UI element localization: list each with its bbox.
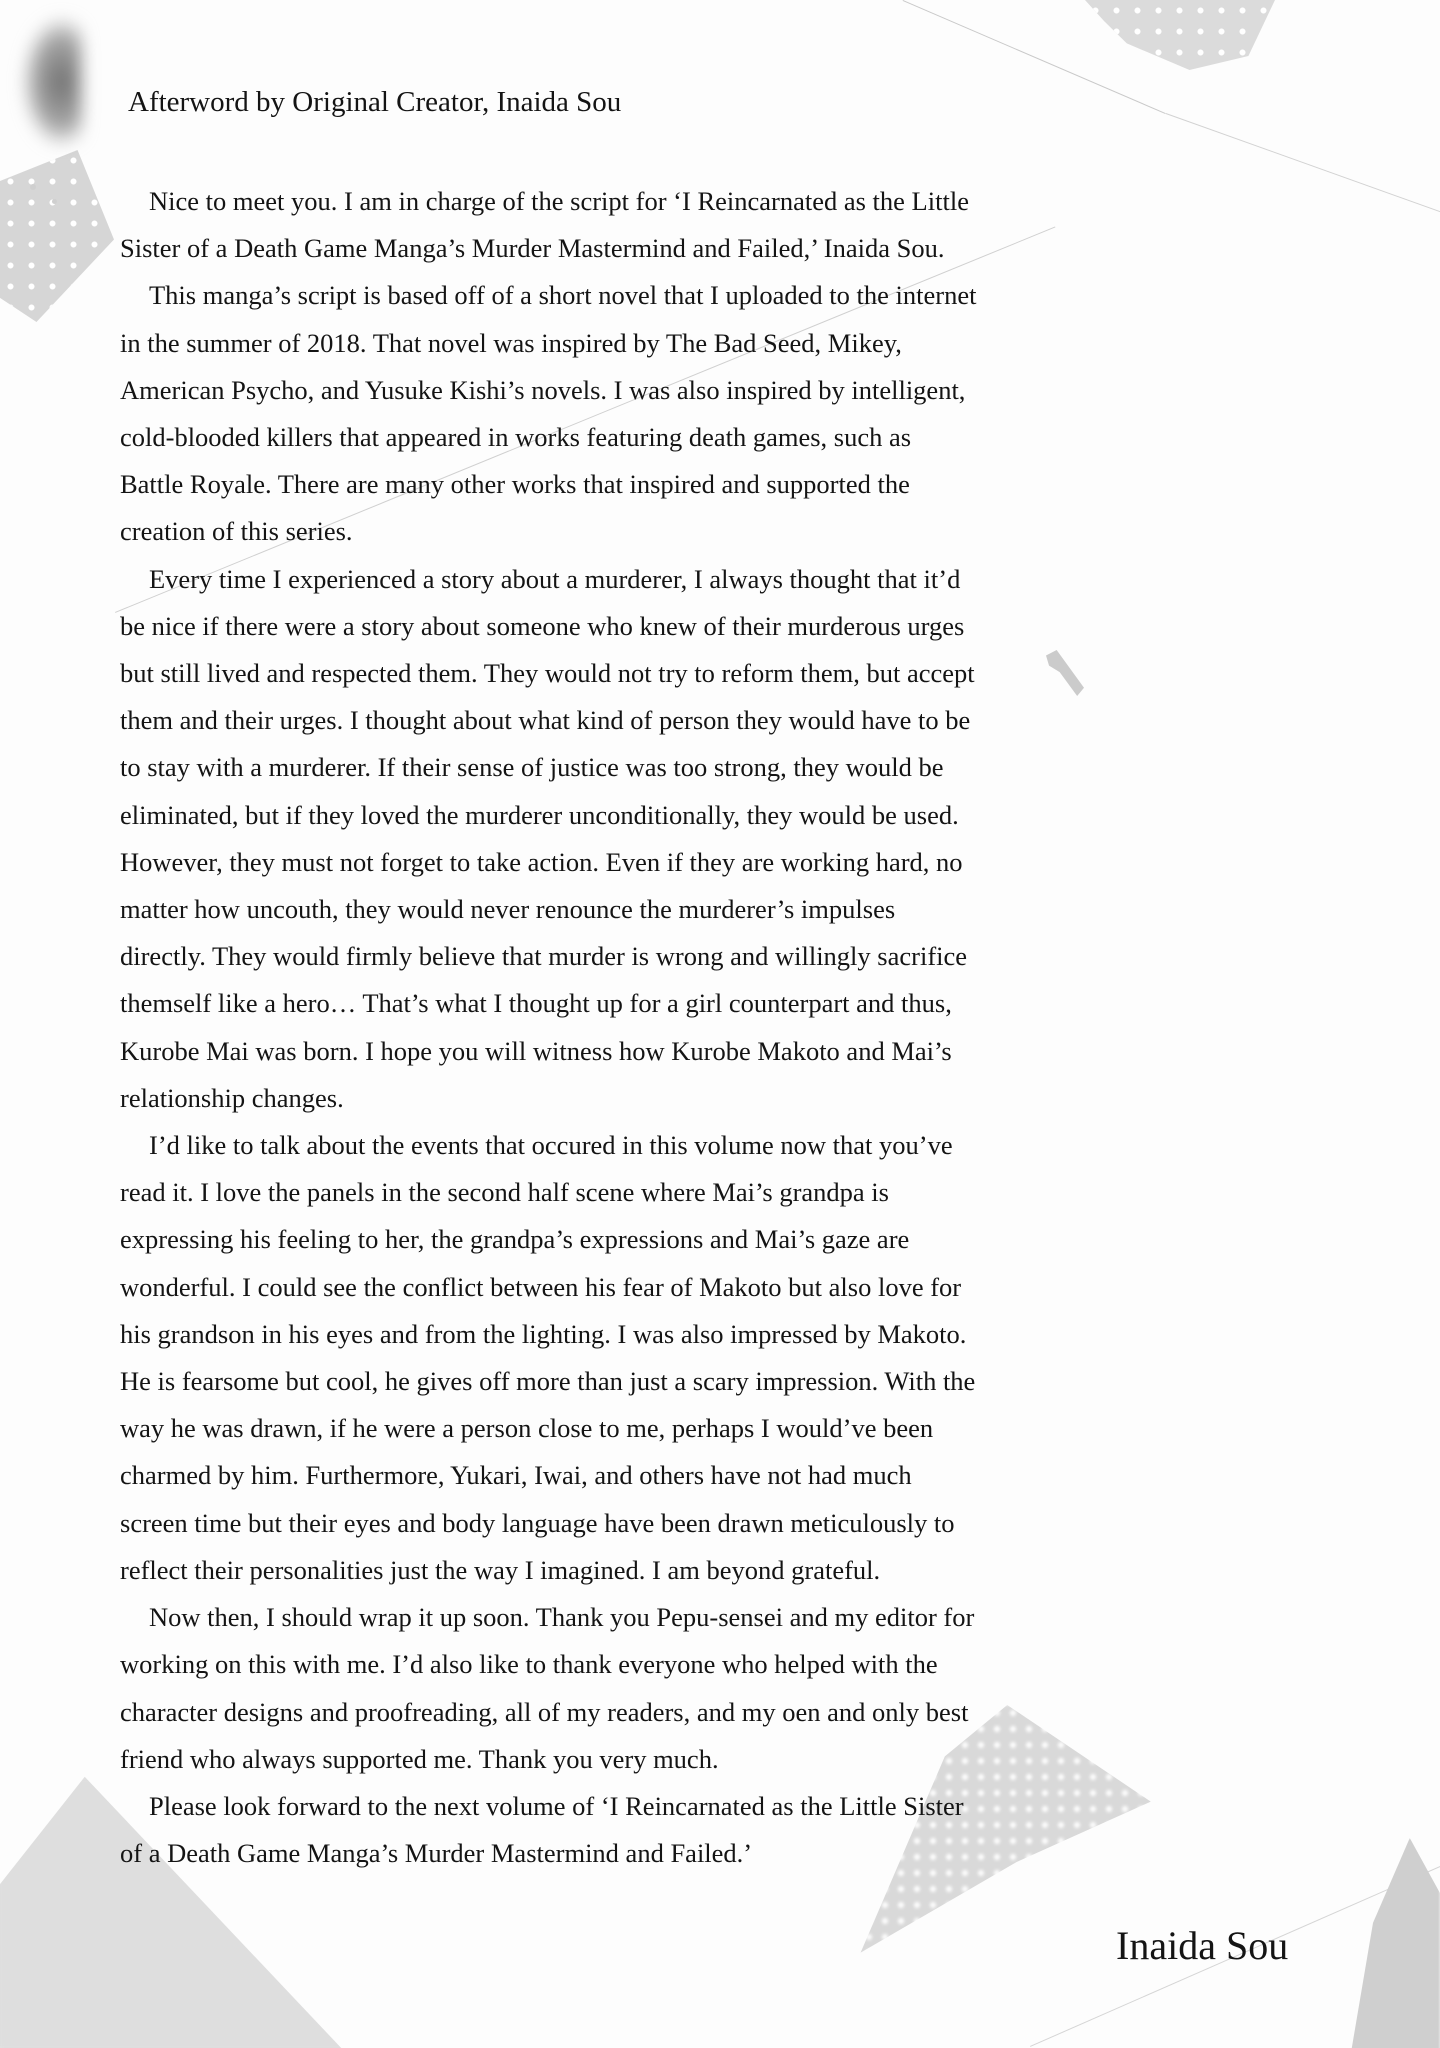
text-line: way he was drawn, if he were a person close to me, perhaps I would’ve been <box>120 1413 934 1444</box>
afterword-body <box>120 178 1062 1877</box>
text-line: of a Death Game Manga’s Murder Mastermind and Failed.’ <box>120 1838 753 1869</box>
author-signature: Inaida Sou <box>1116 1923 1289 1968</box>
text-line: but still lived and respected them. They would not try to reform them, but accept <box>120 658 975 689</box>
text-line: matter how uncouth, they would never renounce the murderer’s impulses <box>120 894 896 925</box>
text-line: character designs and proofreading, all of my readers, and my oen and only best <box>120 1696 969 1727</box>
text-line: American Psycho, and Yusuke Kishi’s novels. I was also inspired by intelligent, <box>120 374 966 405</box>
text-line: relationship changes. <box>120 1082 344 1113</box>
paragraph <box>120 556 1062 1122</box>
text-line: He is fearsome but cool, he gives off more than just a scary impression. With the <box>120 1366 976 1397</box>
text-line: themself like a hero… That’s what I thought up for a girl counterpart and thus, <box>120 988 952 1019</box>
text-line: reflect their personalities just the way I imagined. I am beyond grateful. <box>120 1554 881 1585</box>
tear-hairline-top-right <box>1166 113 1440 213</box>
text-line: Battle Royale. There are many other works that inspired and supported the <box>120 469 910 500</box>
text-line: charmed by him. Furthermore, Yukari, Iwai, and others have not had much <box>120 1460 912 1491</box>
halftone-fragment-top-right <box>1085 0 1275 70</box>
paragraph <box>120 1783 1062 1877</box>
text-line: This manga’s script is based off of a short novel that I uploaded to the internet <box>149 280 977 311</box>
text-line: directly. They would firmly believe that murder is wrong and willingly sacrifice <box>120 941 968 972</box>
paragraph <box>120 1122 1062 1594</box>
paragraph <box>120 178 1062 272</box>
text-line: friend who always supported me. Thank you very much. <box>120 1743 719 1774</box>
text-line: creation of this series. <box>120 516 353 547</box>
text-line: Sister of a Death Game Manga’s Murder Mastermind and Failed,’ Inaida Sou. <box>120 233 945 264</box>
text-line: expressing his feeling to her, the grandpa’s expressions and Mai’s gaze are <box>120 1224 910 1255</box>
text-line: However, they must not forget to take action. Even if they are working hard, no <box>120 846 963 877</box>
text-line: wonderful. I could see the conflict between his fear of Makoto but also love for <box>120 1271 962 1302</box>
text-line: read it. I love the panels in the second half scene where Mai’s grandpa is <box>120 1177 889 1208</box>
text-line: Kurobe Mai was born. I hope you will witness how Kurobe Makoto and Mai’s <box>120 1035 952 1066</box>
text-line: I’d like to talk about the events that occured in this volume now that you’ve <box>149 1130 953 1161</box>
page-title: Afterword by Original Creator, Inaida Sou <box>128 86 622 118</box>
halftone-dot <box>52 199 57 204</box>
text-line: them and their urges. I thought about what kind of person they would have to be <box>120 705 971 736</box>
paragraph <box>120 1594 1062 1783</box>
text-line: working on this with me. I’d also like to thank everyone who helped with the <box>120 1649 938 1680</box>
text-line: cold-blooded killers that appeared in works featuring death games, such as <box>120 422 912 453</box>
halftone-dot <box>30 184 36 190</box>
text-line: screen time but their eyes and body language have been drawn meticulously to <box>120 1507 955 1538</box>
text-line: in the summer of 2018. That novel was inspired by The Bad Seed, Mikey, <box>120 327 902 358</box>
text-line: Please look forward to the next volume of ‘I Reincarnated as the Little Sister <box>149 1790 964 1821</box>
text-line: Every time I experienced a story about a murderer, I always thought that it’d <box>149 563 961 594</box>
dark-smudge-right-edge <box>0 0 82 182</box>
paragraph <box>120 272 1062 555</box>
text-line: his grandson in his eyes and from the lighting. I was also impressed by Makoto. <box>120 1318 967 1349</box>
text-line: to stay with a murderer. If their sense of justice was too strong, they would be <box>120 752 944 783</box>
fragment-bottom-right-corner <box>1332 1838 1440 2048</box>
text-line: be nice if there were a story about someone who knew of their murderous urges <box>120 610 965 641</box>
text-line: Now then, I should wrap it up soon. Thank you Pepu-sensei and my editor for <box>149 1602 975 1633</box>
text-line: Nice to meet you. I am in charge of the script for ‘I Reincarnated as the Little <box>149 186 969 216</box>
text-line: eliminated, but if they loved the murderer unconditionally, they would be used. <box>120 799 959 830</box>
